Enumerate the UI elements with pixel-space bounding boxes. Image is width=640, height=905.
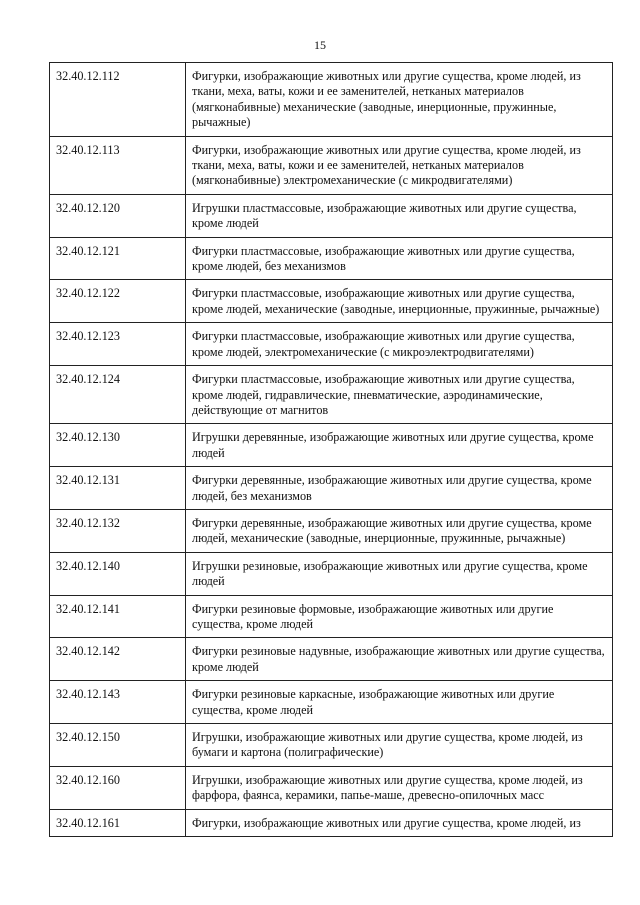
table-row — [50, 63, 613, 137]
code-cell: 32.40.12.112 — [50, 63, 186, 137]
description-cell: Фигурки, изображающие животных или другие существа, кроме людей, из ткани, меха, ваты, кожи и ее заменителей, нетканых материалов (мягконабивные) электромеханические (с микродвигателями) — [186, 136, 613, 194]
description-cell: Фигурки деревянные, изображающие животных или другие существа, кроме людей, без механизмов — [186, 467, 613, 510]
description-cell: Игрушки деревянные, изображающие животных или другие существа, кроме людей — [186, 424, 613, 467]
description-cell: Фигурки, изображающие животных или другие существа, кроме людей, из — [186, 809, 613, 836]
code-cell: 32.40.12.131 — [50, 467, 186, 510]
code-cell: 32.40.12.161 — [50, 809, 186, 836]
code-cell: 32.40.12.140 — [50, 552, 186, 595]
table-row — [50, 323, 613, 366]
description-cell: Игрушки резиновые, изображающие животных или другие существа, кроме людей — [186, 552, 613, 595]
table-row — [50, 366, 613, 424]
code-cell: 32.40.12.150 — [50, 724, 186, 767]
table-row — [50, 638, 613, 681]
code-cell: 32.40.12.120 — [50, 194, 186, 237]
classification-table — [49, 62, 613, 837]
code-cell: 32.40.12.132 — [50, 509, 186, 552]
description-cell: Игрушки пластмассовые, изображающие животных или другие существа, кроме людей — [186, 194, 613, 237]
table-row — [50, 237, 613, 280]
table-row — [50, 280, 613, 323]
description-cell: Фигурки пластмассовые, изображающие животных или другие существа, кроме людей, гидравлические, пневматические, аэродинамические, действующие от магнитов — [186, 366, 613, 424]
table-row — [50, 681, 613, 724]
table-row — [50, 509, 613, 552]
description-cell: Фигурки пластмассовые, изображающие животных или другие существа, кроме людей, без механизмов — [186, 237, 613, 280]
table-row — [50, 424, 613, 467]
description-cell: Фигурки резиновые каркасные, изображающие животных или другие существа, кроме людей — [186, 681, 613, 724]
description-cell: Фигурки, изображающие животных или другие существа, кроме людей, из ткани, меха, ваты, кожи и ее заменителей, нетканых материалов (мягконабивные) механические (заводные, инерционные, пружинные, рычажные) — [186, 63, 613, 137]
code-cell: 32.40.12.141 — [50, 595, 186, 638]
code-cell: 32.40.12.160 — [50, 766, 186, 809]
table-row — [50, 552, 613, 595]
description-cell: Фигурки резиновые формовые, изображающие животных или другие существа, кроме людей — [186, 595, 613, 638]
code-cell: 32.40.12.122 — [50, 280, 186, 323]
code-cell: 32.40.12.143 — [50, 681, 186, 724]
code-cell: 32.40.12.124 — [50, 366, 186, 424]
code-cell: 32.40.12.121 — [50, 237, 186, 280]
table-row — [50, 809, 613, 836]
page-number: 15 — [314, 38, 326, 52]
code-cell: 32.40.12.123 — [50, 323, 186, 366]
table-row — [50, 724, 613, 767]
code-cell: 32.40.12.113 — [50, 136, 186, 194]
description-cell: Фигурки пластмассовые, изображающие животных или другие существа, кроме людей, электромеханические (с микроэлектродвигателями) — [186, 323, 613, 366]
description-cell: Игрушки, изображающие животных или другие существа, кроме людей, из бумаги и картона (полиграфические) — [186, 724, 613, 767]
description-cell: Фигурки пластмассовые, изображающие животных или другие существа, кроме людей, механические (заводные, инерционные, пружинные, рычажные) — [186, 280, 613, 323]
description-cell: Игрушки, изображающие животных или другие существа, кроме людей, из фарфора, фаянса, керамики, папье-маше, древесно-опилочных масс — [186, 766, 613, 809]
table-row — [50, 467, 613, 510]
table-row — [50, 766, 613, 809]
description-cell: Фигурки деревянные, изображающие животных или другие существа, кроме людей, механические (заводные, инерционные, пружинные, рычажные) — [186, 509, 613, 552]
description-cell: Фигурки резиновые надувные, изображающие животных или другие существа, кроме людей — [186, 638, 613, 681]
table-row — [50, 194, 613, 237]
table-row — [50, 136, 613, 194]
code-cell: 32.40.12.130 — [50, 424, 186, 467]
code-cell: 32.40.12.142 — [50, 638, 186, 681]
table-row — [50, 595, 613, 638]
